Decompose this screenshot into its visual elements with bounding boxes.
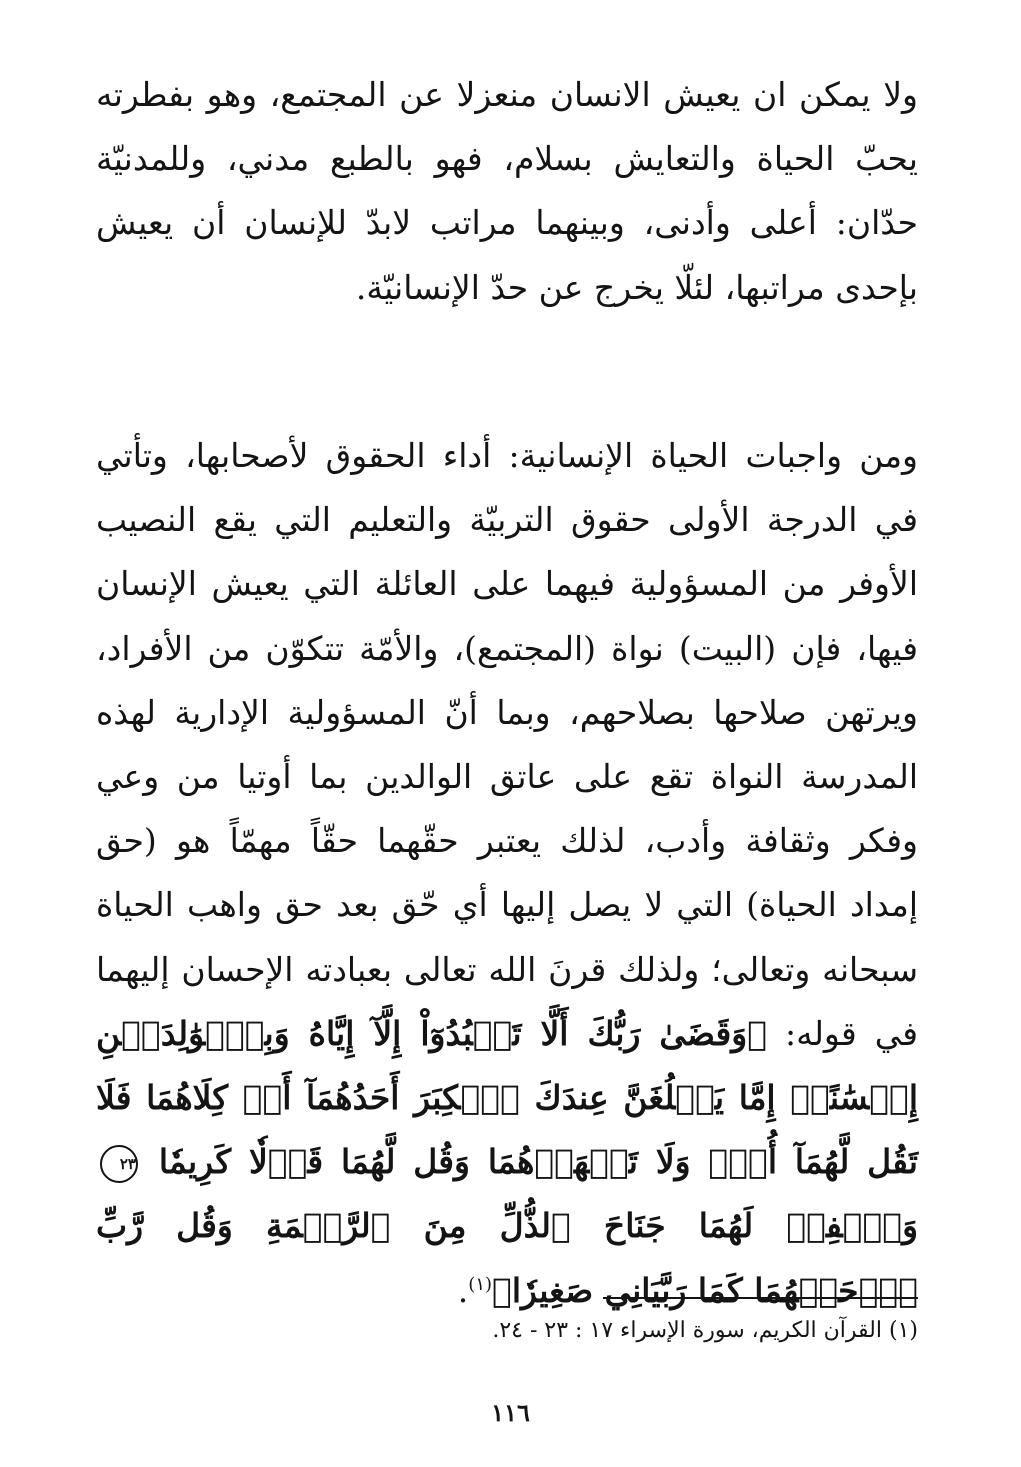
- page-number: ١١٦: [491, 1398, 530, 1427]
- footnote-divider: [603, 1297, 918, 1299]
- quran-verse-23: وَقَضَىٰ رَبُّكَ أَلَّا تَعۡبُدُوٓاْ إِلَّآ إِيَّاهُ وَبِٱلۡوَٰلِدَيۡنِ إِحۡسَٰنًاۚ إِمَّا يَبۡلُغَنَّ عِندَكَ ٱلۡكِبَرَ أَحَدُهُمَآ أَوۡ كِلَاهُمَا فَلَا تَقُل لَّهُمَآ أُفّٖ وَلَا تَنۡهَرۡهُمَا وَقُل لَّهُمَا قَوۡلٗا كَرِيمٗا: [96, 1013, 918, 1182]
- footnote: (١) القرآن الكريم، سورة الإسراء ١٧ : ٢٣ - ٢٤.: [492, 1318, 918, 1343]
- paragraph-2-text: [96, 424, 918, 1323]
- footnote-reference: (١): [468, 1273, 493, 1295]
- paragraph-2: [96, 424, 918, 1323]
- paragraph-1-text: ولا يمكن ان يعيش الانسان منعزلا عن المجتمع، وهو بفطرته يحبّ الحياة والتعايش بسلام، فهو بالطبع مدني، وللمدنيّة حدّان: أعلى وأدنى، وبينهما مراتب لابدّ للإنسان أن يعيش بإحدى مراتبها، لئلّا يخرج عن حدّ الإنسانيّة.: [96, 75, 918, 307]
- quran-verse-24: وَٱخۡفِضۡ لَهُمَا جَنَاحَ ٱلذُّلِّ مِنَ ٱلرَّحۡمَةِ وَقُل رَّبِّ ٱرۡحَمۡهُمَا كَمَا رَبَّيَانِي صَغِيرٗا: [96, 1206, 918, 1310]
- paragraph-2-intro: ومن واجبات الحياة الإنسانية: أداء الحقوق لأصحابها، وتأتي في الدرجة الأولى حقوق التربيّة والتعليم التي يقع النصيب الأوفر من المسؤولية فيهما على العائلة التي يعيش الإنسان فيها، فإن (البيت) نواة (المجتمع)، والأمّة تتكوّن من الأفراد، ويرتهن صلاحها بصلاحهم، وبما أنّ المسؤولية الإدارية لهذه المدرسة النواة تقع على عاتق الوالدين بما أوتيا من وعي وفكر وثقافة وأدب، لذلك يعتبر حقّهما حقّاً مهمّاً هو (حق إمداد الحياة) التي لا يصل إليها أي حّق بعد حق واهب الحياة سبحانه وتعالى؛ ولذلك قرنَ الله تعالى بعبادته الإحسان إليهما في قوله:: [96, 436, 918, 1053]
- closing-period: .: [457, 1270, 469, 1310]
- quran-open-bracket: ﴿: [747, 1013, 768, 1053]
- paragraph-1: [96, 63, 918, 320]
- verse-number-marker: ٢٣: [100, 1145, 138, 1183]
- quran-close-bracket: ﴾: [492, 1270, 512, 1310]
